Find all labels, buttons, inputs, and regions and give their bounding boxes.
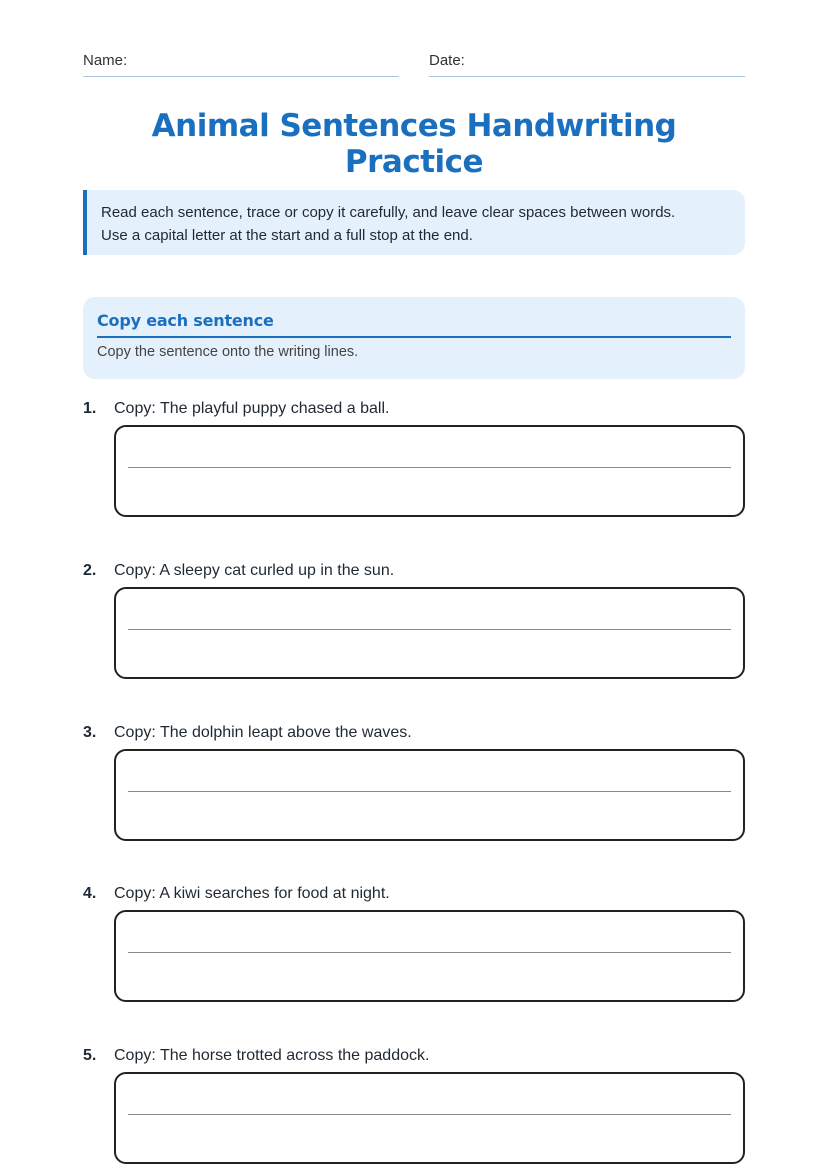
- writing-line: [128, 629, 731, 630]
- writing-box[interactable]: [114, 1072, 745, 1164]
- question-number: 5.: [83, 1047, 97, 1064]
- instructions-line-2: Use a capital letter at the start and a full stop at the end.: [101, 227, 473, 244]
- writing-box[interactable]: [114, 425, 745, 517]
- question-number: 1.: [83, 400, 97, 417]
- page-title: Animal Sentences Handwriting Practice: [151, 108, 677, 180]
- writing-line: [128, 791, 731, 792]
- section-header: [83, 297, 745, 379]
- question-text: Copy: The horse trotted across the paddock.: [114, 1047, 430, 1064]
- question-number: 4.: [83, 885, 97, 902]
- question-2: [83, 562, 745, 584]
- instructions-box: [83, 190, 745, 255]
- question-1: [83, 400, 745, 422]
- date-field[interactable]: [429, 52, 745, 77]
- writing-box[interactable]: [114, 910, 745, 1002]
- question-text: Copy: The dolphin leapt above the waves.: [114, 724, 412, 741]
- question-text: Copy: A sleepy cat curled up in the sun.: [114, 562, 395, 579]
- section-subtitle: Copy the sentence onto the writing lines.: [97, 344, 359, 360]
- name-label: Name:: [83, 52, 128, 69]
- writing-box[interactable]: [114, 749, 745, 841]
- question-5: [83, 1047, 745, 1069]
- question-number: 3.: [83, 724, 97, 741]
- question-4: [83, 885, 745, 907]
- writing-line: [128, 1114, 731, 1115]
- question-text: Copy: The playful puppy chased a ball.: [114, 400, 390, 417]
- section-title: Copy each sentence: [97, 311, 731, 338]
- writing-line: [128, 952, 731, 953]
- question-number: 2.: [83, 562, 97, 579]
- writing-box[interactable]: [114, 587, 745, 679]
- name-field[interactable]: [83, 52, 399, 77]
- student-fields: [83, 52, 745, 78]
- question-3: [83, 724, 745, 746]
- instructions-line-1: Read each sentence, trace or copy it carefully, and leave clear spaces between words.: [101, 204, 676, 221]
- question-text: Copy: A kiwi searches for food at night.: [114, 885, 390, 902]
- date-label: Date:: [429, 52, 465, 69]
- writing-line: [128, 467, 731, 468]
